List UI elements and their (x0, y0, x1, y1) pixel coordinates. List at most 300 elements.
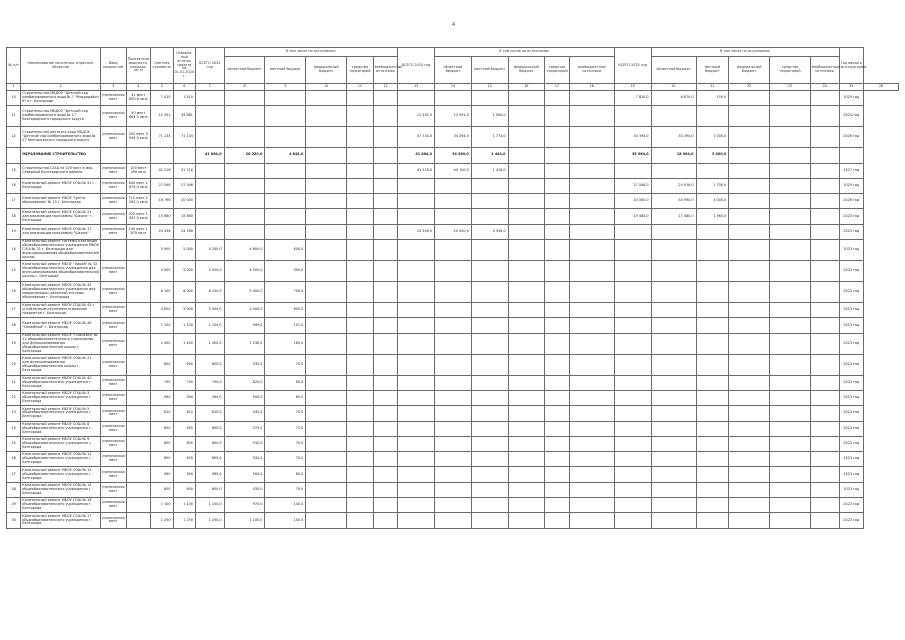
federal-2024-cell (508, 163, 545, 178)
regional-2024-cell (435, 261, 472, 282)
federal-2023-cell (306, 318, 347, 333)
regional-2024-cell (435, 513, 472, 528)
territory-2024-cell (545, 354, 570, 375)
capacity-cell: 41 мест 650,8 кв.м (126, 91, 151, 106)
total-2023-cell (195, 209, 224, 224)
local-2025-cell (696, 452, 729, 467)
regional-2023-cell: 530,0 (224, 436, 265, 451)
capacity-cell (126, 498, 151, 513)
row-number: 19 (7, 224, 21, 239)
regional-2023-cell (224, 209, 265, 224)
total-2023-cell: 1 250,0 (195, 513, 224, 528)
extra-2024-cell (569, 163, 614, 178)
cost-estimate-cell: 12 591 (151, 106, 173, 127)
extra-2024-cell (569, 106, 614, 127)
local-2024-cell (471, 240, 508, 261)
territory-2025-cell (770, 209, 811, 224)
cost-estimate-cell: 1 250 (151, 513, 173, 528)
extra-2025-cell (810, 106, 839, 127)
local-2023-cell: 70,0 (265, 354, 306, 375)
total-2024-cell (398, 91, 435, 106)
extra-2024-cell (569, 194, 614, 209)
column-number: 16 (508, 84, 545, 91)
regional-2024-cell (435, 421, 472, 436)
extra-2023-cell (373, 163, 398, 178)
regional-2024-cell (435, 303, 472, 318)
total-2024-cell: 12 591,0 (398, 106, 435, 127)
total-2025-cell (614, 467, 651, 482)
unit-cell: ученических мест (100, 498, 126, 513)
table-row (7, 436, 899, 451)
commission-year-cell: 2023 год (839, 498, 864, 513)
header-unit: Ввод мощностей (100, 48, 126, 84)
unit-cell: ученических мест (100, 354, 126, 375)
row-number: 17 (7, 303, 21, 318)
total-2025-cell: 19 464,0 (614, 209, 651, 224)
regional-2023-cell: 4 600,0 (224, 240, 265, 261)
total-2024-cell (398, 333, 435, 354)
object-name: Капитальный ремонт МБОУ СОШ № 49 "Семейный" г. Белгорода (21, 318, 101, 333)
unit-cell: ученических мест (100, 318, 126, 333)
territory-2023-cell (347, 163, 374, 178)
cost-actual-cell: 600 (173, 354, 195, 375)
commission-year-cell: 2023 год (839, 436, 864, 451)
row-number: 14 (7, 240, 21, 261)
total-2023-cell: 1 100,0 (195, 318, 224, 333)
total-2024-cell (398, 261, 435, 282)
federal-2024-cell (508, 303, 545, 318)
header-total-2023: ВСЕГО 2023 год (195, 48, 224, 84)
commission-year-cell: 2023 год (839, 421, 864, 436)
cost-estimate-cell: 24 356 (151, 224, 173, 239)
extra-2023-cell (373, 498, 398, 513)
extra-2023-cell (373, 354, 398, 375)
federal-2025-cell (729, 148, 770, 163)
column-number: 13 (398, 84, 435, 91)
table-row (7, 318, 899, 333)
federal-2025-cell (729, 498, 770, 513)
unit-cell: ученических мест (100, 406, 126, 421)
row-number: 27 (7, 467, 21, 482)
extra-2025-cell (810, 209, 839, 224)
total-2024-cell: 24 356,0 (398, 224, 435, 239)
extra-2025-cell (810, 224, 839, 239)
territory-2025-cell (770, 482, 811, 497)
regional-2024-cell (435, 452, 472, 467)
object-name: Капитальный ремонт МБОУ СОШ № 16 общеобразовательного учреждения г. Белгорода (21, 498, 101, 513)
table-row (7, 333, 899, 354)
extra-2025-cell (810, 333, 839, 354)
local-2024-cell (471, 91, 508, 106)
territory-2023-cell (347, 209, 374, 224)
table-row (7, 467, 899, 482)
table-row (7, 354, 899, 375)
object-name: Строительство детского сада МБДОУ "Детский сад комбинированного вида № 27 Белгородского городского округа (21, 127, 101, 148)
table-row (7, 303, 899, 318)
table-row (7, 390, 899, 405)
total-2023-cell (195, 194, 224, 209)
local-2023-cell (265, 163, 306, 178)
total-2025-cell (614, 482, 651, 497)
header-capacity: Показатели мощности, площадь, кв. м (126, 48, 151, 84)
local-2024-cell (471, 318, 508, 333)
extra-2024-cell (569, 303, 614, 318)
extra-2023-cell (373, 452, 398, 467)
regional-2023-cell (224, 178, 265, 193)
regional-2024-cell (435, 194, 472, 209)
extra-2024-cell (569, 127, 614, 148)
total-2023-cell: 5 000,0 (195, 303, 224, 318)
commission-year-cell: 2023 год (839, 303, 864, 318)
table-row (7, 178, 899, 193)
capacity-cell: 40 мест 664,5 кв.м (126, 106, 151, 127)
federal-2024-cell (508, 148, 545, 163)
cost-estimate-cell: 560 (151, 390, 173, 405)
regional-2023-cell: 620,0 (224, 375, 265, 390)
regional-2025-cell: 17 480,0 (651, 209, 696, 224)
capacity-cell: 140 мест 1 670 кв.м (126, 224, 151, 239)
extra-2023-cell (373, 209, 398, 224)
object-name: Капитальный ремонт МБОУ СОШ № 5 общеобразовательного учреждения г. Белгорода (21, 406, 101, 421)
extra-2025-cell (810, 354, 839, 375)
commission-year-cell: 2023 год (839, 375, 864, 390)
regional-2023-cell (224, 224, 265, 239)
local-2025-cell (696, 406, 729, 421)
territory-2025-cell (770, 452, 811, 467)
federal-2023-cell (306, 333, 347, 354)
object-name: Капитальный ремонт МБОУ "Гимназия" № 22 общеобразовательного учреждения для функционирования общеобразовательной школы г. Белгорода (21, 333, 101, 354)
total-2024-cell (398, 406, 435, 421)
extra-2025-cell (810, 148, 839, 163)
commission-year-cell: 2023 год (839, 482, 864, 497)
territory-2025-cell (770, 318, 811, 333)
cost-actual-cell: 1 400 (173, 333, 195, 354)
local-2023-cell: 60,0 (265, 390, 306, 405)
total-2024-cell: 41 064,0 (398, 148, 435, 163)
object-name: Капитальный ремонт МБОУ СОШ № 21 для функционирования общеобразовательной школы г. Белгорода (21, 354, 101, 375)
territory-2023-cell (347, 194, 374, 209)
total-2024-cell (398, 436, 435, 451)
territory-2025-cell (770, 224, 811, 239)
local-2025-cell (696, 436, 729, 451)
territory-2024-cell (545, 390, 570, 405)
territory-2023-cell (347, 318, 374, 333)
column-number: 3 (100, 84, 126, 91)
header-group-2023: В том числе по источникам: (224, 48, 398, 57)
total-2025-cell (614, 318, 651, 333)
object-name: Строительство СОШ на 100 мест в мкр. Северный Белгородского района (21, 163, 101, 178)
territory-2023-cell (347, 452, 374, 467)
regional-2023-cell: 500,0 (224, 467, 265, 482)
regional-2024-cell (435, 240, 472, 261)
unit-cell: ученических мест (100, 224, 126, 239)
extra-2025-cell (810, 163, 839, 178)
regional-2025-cell (651, 436, 696, 451)
federal-2025-cell (729, 467, 770, 482)
column-number: 24 (810, 84, 839, 91)
territory-2025-cell (770, 513, 811, 528)
local-2023-cell (265, 127, 306, 148)
cost-actual-cell (173, 148, 195, 163)
cost-actual-cell: 20 000 (173, 194, 195, 209)
total-2024-cell (398, 498, 435, 513)
regional-2025-cell (651, 106, 696, 127)
local-2025-cell (696, 482, 729, 497)
territory-2023-cell (347, 178, 374, 193)
federal-2024-cell (508, 318, 545, 333)
local-2024-cell (471, 282, 508, 303)
section-total-row (7, 148, 899, 163)
total-2023-cell: 650,0 (195, 421, 224, 436)
total-2023-cell: 600,0 (195, 452, 224, 467)
local-2024-cell (471, 333, 508, 354)
federal-2024-cell (508, 91, 545, 106)
federal-2025-cell (729, 261, 770, 282)
territory-2025-cell (770, 261, 811, 282)
local-2025-cell (696, 333, 729, 354)
local-2024-cell: 1 000,0 (471, 106, 508, 127)
extra-2023-cell (373, 482, 398, 497)
cost-estimate-cell: 71 134 (151, 127, 173, 148)
column-number: 1 (7, 84, 21, 91)
regional-2024-cell (435, 209, 472, 224)
extra-2023-cell (373, 513, 398, 528)
capacity-cell (126, 467, 151, 482)
extra-2023-cell (373, 390, 398, 405)
total-2023-cell (195, 106, 224, 127)
regional-2024-cell: 12 591,0 (435, 106, 472, 127)
total-2024-cell (398, 240, 435, 261)
header-regional-2023: областной бюджет (224, 57, 265, 84)
cost-estimate-cell: 700 (151, 375, 173, 390)
federal-2024-cell (508, 467, 545, 482)
total-2023-cell: 560,0 (195, 390, 224, 405)
regional-2024-cell: 34 394,0 (435, 127, 472, 148)
regional-2025-cell: 34 990,0 (651, 194, 696, 209)
capacity-cell (126, 375, 151, 390)
territory-2024-cell (545, 91, 570, 106)
cost-actual-cell: 1 250 (173, 513, 195, 528)
territory-2025-cell (770, 303, 811, 318)
territory-2024-cell (545, 303, 570, 318)
territory-2024-cell (545, 148, 570, 163)
territory-2023-cell (347, 148, 374, 163)
local-2023-cell: 75,0 (265, 421, 306, 436)
local-2024-cell (471, 452, 508, 467)
local-2024-cell (471, 482, 508, 497)
object-name: Капитальный ремонт МБОУ СОШ № 41 г. Белгорода (21, 178, 101, 193)
cost-estimate-cell: 1 400 (151, 333, 173, 354)
total-2024-cell (398, 375, 435, 390)
commission-year-cell: 2023 год (839, 513, 864, 528)
regional-2024-cell (435, 406, 472, 421)
local-2025-cell (696, 354, 729, 375)
cost-estimate-cell: 600 (151, 452, 173, 467)
total-2025-cell (614, 333, 651, 354)
regional-2023-cell (224, 106, 265, 127)
local-2025-cell (696, 375, 729, 390)
territory-2023-cell (347, 106, 374, 127)
row-number: 22 (7, 390, 21, 405)
row-number: 29 (7, 498, 21, 513)
territory-2023-cell (347, 224, 374, 239)
header-cost-actual: Освоено-ный остаток средств на 01.01.2020 г. (173, 48, 195, 84)
total-2023-cell: 700,0 (195, 375, 224, 390)
extra-2024-cell (569, 406, 614, 421)
header-total-2024: ВСЕГО 2024 год (398, 48, 435, 84)
unit-cell: ученических мест (100, 282, 126, 303)
column-number: 11 (347, 84, 374, 91)
column-number: 17 (545, 84, 570, 91)
extra-2024-cell (569, 354, 614, 375)
federal-2023-cell (306, 194, 347, 209)
object-name: Капитальный ремонт МБОУ СОШ № 40 общеобразовательного учреждения г. Белгорода (21, 375, 101, 390)
total-2025-cell: 20 000,0 (614, 194, 651, 209)
federal-2024-cell (508, 482, 545, 497)
commission-year-cell: 2023 год (839, 406, 864, 421)
local-2023-cell: 70,0 (265, 452, 306, 467)
object-name: Капитальный ремонт МБОУ СОШ № 17 для реализации программы "Школа" (21, 224, 101, 239)
federal-2024-cell (508, 513, 545, 528)
regional-2024-cell (435, 375, 472, 390)
federal-2023-cell (306, 482, 347, 497)
local-2024-cell (471, 406, 508, 421)
extra-2025-cell (810, 91, 839, 106)
total-2025-cell (614, 390, 651, 405)
commission-year-cell: 2023 год (839, 333, 864, 354)
territory-2023-cell (347, 513, 374, 528)
regional-2024-cell (435, 178, 472, 193)
column-number: 7 (195, 84, 224, 91)
territory-2025-cell (770, 194, 811, 209)
header-federal-2025: федеральный бюджет (729, 57, 770, 84)
header-regional-2024: областной бюджет (435, 57, 472, 84)
column-number: 21 (696, 84, 729, 91)
commission-year-cell: 2023 год (839, 261, 864, 282)
local-2023-cell: 600,0 (265, 303, 306, 318)
investment-table (6, 47, 899, 529)
cost-actual-cell: 34 881 (173, 106, 195, 127)
total-2025-cell (614, 436, 651, 451)
federal-2025-cell (729, 106, 770, 127)
capacity-cell: 710 мест 1 262,4 кв.м (126, 194, 151, 209)
regional-2023-cell (224, 127, 265, 148)
local-2025-cell (696, 261, 729, 282)
extra-2025-cell (810, 421, 839, 436)
capacity-cell (126, 261, 151, 282)
object-name: Капитальный ремонт МБОУ "Центр образования" № 13 г. Белгорода (21, 194, 101, 209)
capacity-cell (126, 303, 151, 318)
federal-2023-cell (306, 148, 347, 163)
total-2023-cell: 1 400,0 (195, 333, 224, 354)
local-2023-cell: 600,0 (265, 240, 306, 261)
unit-cell: ученических мест (100, 178, 126, 193)
total-2023-cell: 610,0 (195, 406, 224, 421)
federal-2025-cell (729, 482, 770, 497)
regional-2025-cell (651, 240, 696, 261)
table-row (7, 106, 899, 127)
row-number: 16 (7, 282, 21, 303)
regional-2025-cell (651, 421, 696, 436)
extra-2023-cell (373, 375, 398, 390)
local-2025-cell (696, 303, 729, 318)
local-2025-cell: 2 700,0 (696, 178, 729, 193)
table-row (7, 406, 899, 421)
federal-2023-cell (306, 406, 347, 421)
local-2024-cell (471, 178, 508, 193)
table-row (7, 482, 899, 497)
total-2025-cell (614, 224, 651, 239)
header-group-2024: В том числе по источникам: (435, 48, 615, 57)
federal-2024-cell (508, 452, 545, 467)
territory-2025-cell (770, 467, 811, 482)
extra-2024-cell (569, 148, 614, 163)
federal-2025-cell (729, 224, 770, 239)
extra-2024-cell (569, 333, 614, 354)
cost-estimate-cell: 650 (151, 421, 173, 436)
territory-2023-cell (347, 261, 374, 282)
federal-2024-cell (508, 498, 545, 513)
territory-2025-cell (770, 390, 811, 405)
local-2023-cell (265, 194, 306, 209)
total-2025-cell (614, 303, 651, 318)
cost-estimate-cell: 5 900 (151, 240, 173, 261)
object-name: Капитальный ремонт МБОУ СОШ № 3 общеобразовательного учреждения г. Белгорода (21, 390, 101, 405)
row-number: 16 (7, 178, 21, 193)
territory-2023-cell (347, 390, 374, 405)
territory-2025-cell (770, 240, 811, 261)
territory-2025-cell (770, 163, 811, 178)
cost-actual-cell: 560 (173, 390, 195, 405)
extra-2023-cell (373, 194, 398, 209)
unit-cell: ученических мест (100, 127, 126, 148)
table-row (7, 163, 899, 178)
capacity-cell (126, 482, 151, 497)
cost-estimate-cell: 1 100 (151, 318, 173, 333)
federal-2023-cell (306, 303, 347, 318)
header-name: Наименование поселения, отраслей, объектов (21, 48, 101, 84)
federal-2025-cell (729, 436, 770, 451)
cost-actual-cell: 650 (173, 421, 195, 436)
regional-2023-cell: 28 220,0 (224, 148, 265, 163)
commission-year-cell: 2025 год (839, 178, 864, 193)
regional-2024-cell (435, 390, 472, 405)
header-no: № п/п (7, 48, 21, 84)
regional-2025-cell (651, 303, 696, 318)
row-number: 25 (7, 436, 21, 451)
total-2025-cell (614, 354, 651, 375)
total-2023-cell: 5 200,0 (195, 240, 224, 261)
federal-2023-cell (306, 240, 347, 261)
territory-2025-cell (770, 498, 811, 513)
cost-actual-cell: 6 000 (173, 282, 195, 303)
local-2024-cell (471, 467, 508, 482)
table-row (7, 127, 899, 148)
regional-2025-cell (651, 406, 696, 421)
regional-2023-cell: 500,0 (224, 390, 265, 405)
cost-estimate-cell: 600 (151, 482, 173, 497)
local-2023-cell: 130,0 (265, 498, 306, 513)
commission-year-cell: 2023 год (839, 282, 864, 303)
territory-2024-cell (545, 194, 570, 209)
header-regional-2025: областной бюджет (651, 57, 696, 84)
header-cost-estimate: Сметная стоимость (151, 48, 173, 84)
table-row (7, 421, 899, 436)
territory-2025-cell (770, 148, 811, 163)
total-2025-cell (614, 375, 651, 390)
unit-cell: ученических мест (100, 436, 126, 451)
object-name: Капитальный ремонт МБОУ "Лицей" № 32 общеобразовательного учреждения для функционирования общеобразовательной школы г. Белгорода (21, 261, 101, 282)
